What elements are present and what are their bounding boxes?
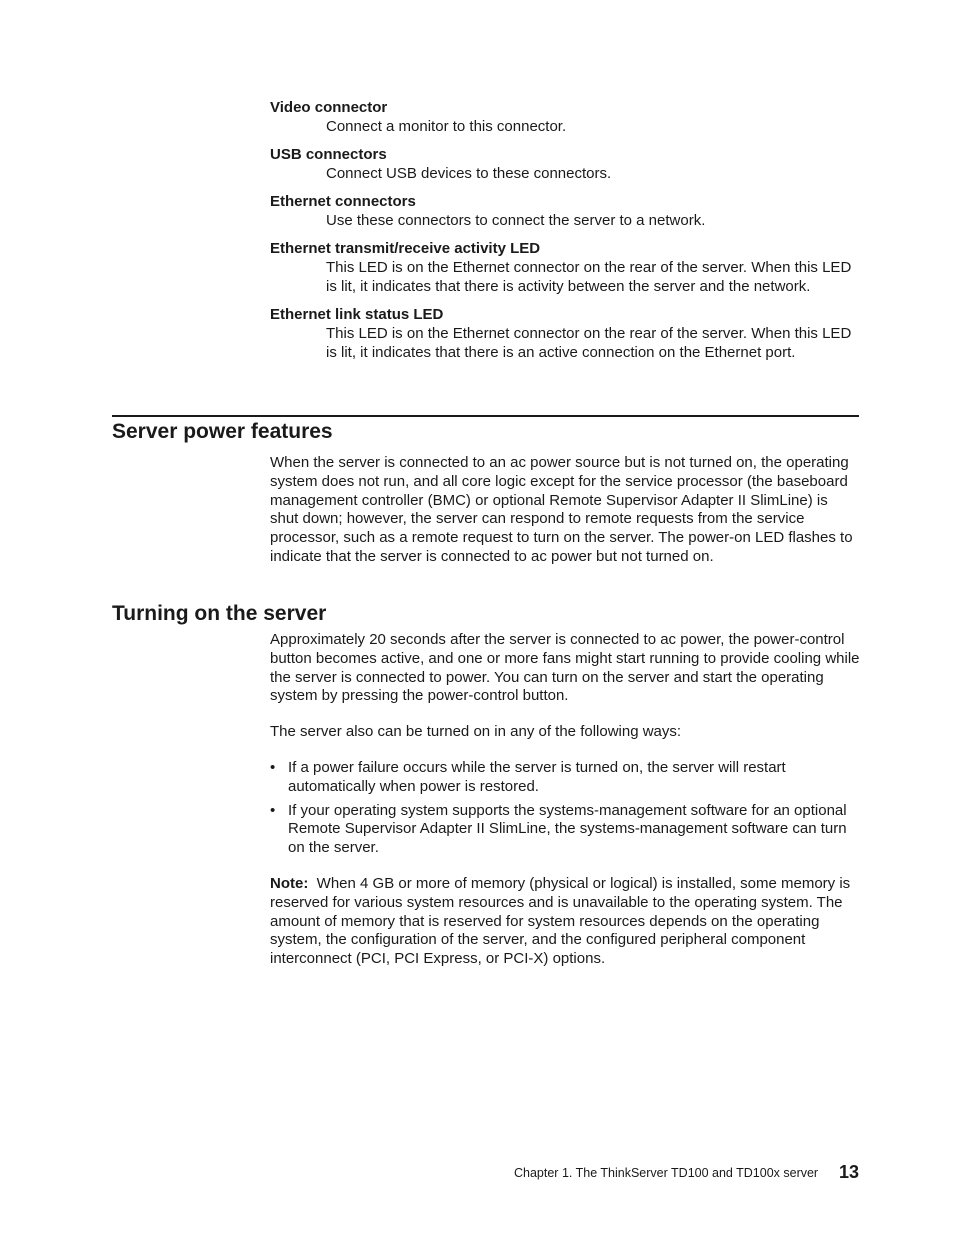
definition-description: This LED is on the Ethernet connector on the rear of the server. When this LED is lit, it indicates that there is activity between the server and the network.	[326, 259, 852, 295]
server-power-paragraph: When the server is connected to an ac power source but is not turned on, the operating system does not run, and all core logic except for the service processor (the baseboard management controller (BMC) or optional Remote Supervisor Adapter II SlimLine) is shut down; however, the server can respond to remote requests from the service processor, such as a remote request to turn on the server. The power-on LED flashes to indicate that the server is connected to ac power but not turned on.	[270, 454, 853, 565]
definition-description: Connect a monitor to this connector.	[326, 118, 567, 135]
footer-chapter-title: Chapter 1. The ThinkServer TD100 and TD100x server	[514, 1166, 819, 1180]
list-item	[270, 802, 860, 858]
memory-note	[270, 875, 860, 969]
definition-description: Use these connectors to connect the server to a network.	[326, 212, 706, 229]
definition-term: USB connectors	[270, 146, 387, 163]
turning-on-paragraph: Approximately 20 seconds after the server is connected to ac power, the power-control button becomes active, and one or more fans might start running to provide cooling while the server is connected to power. You can turn on the server and start the operating system by pressing the power-control button.	[270, 631, 860, 705]
bullet-icon: •	[270, 758, 276, 776]
bullet-icon: •	[270, 801, 276, 819]
turning-on-section	[270, 631, 860, 986]
definition-term: Video connector	[270, 99, 388, 116]
section-heading-turning-on: Turning on the server	[112, 602, 327, 625]
list-item-text: If your operating system supports the systems-management software for an optional Remote Supervisor Adapter II SlimLine, the systems-management software can turn on the server.	[288, 801, 847, 857]
section-divider	[112, 415, 859, 417]
turning-on-ways-list	[270, 759, 860, 858]
definition-description: This LED is on the Ethernet connector on the rear of the server. When this LED is lit, it indicates that there is an active connection on the Ethernet port.	[326, 325, 852, 361]
definition-term: Ethernet connectors	[270, 193, 416, 210]
list-item-text: If a power failure occurs while the server is turned on, the server will restart automatically when power is restored.	[288, 758, 786, 795]
definition-description: Connect USB devices to these connectors.	[326, 165, 612, 182]
connector-definition-list	[270, 98, 860, 371]
definition-term: Ethernet link status LED	[270, 306, 444, 323]
section-heading-server-power: Server power features	[112, 420, 333, 443]
note-label: Note:	[270, 874, 309, 892]
definition-term: Ethernet transmit/receive activity LED	[270, 240, 541, 257]
note-text: When 4 GB or more of memory (physical or logical) is installed, some memory is reserved for various system resources and is unavailable to the operating system. The amount of memory that is reserved for system resources depends on the operating system, the configuration of the server, and the configured peripheral component interconnect (PCI, PCI Express, or PCI-X) options.	[270, 874, 851, 968]
page-footer	[514, 1161, 859, 1185]
page-number: 13	[838, 1162, 859, 1182]
turning-on-ways-intro: The server also can be turned on in any of the following ways:	[270, 723, 682, 741]
list-item	[270, 759, 860, 797]
